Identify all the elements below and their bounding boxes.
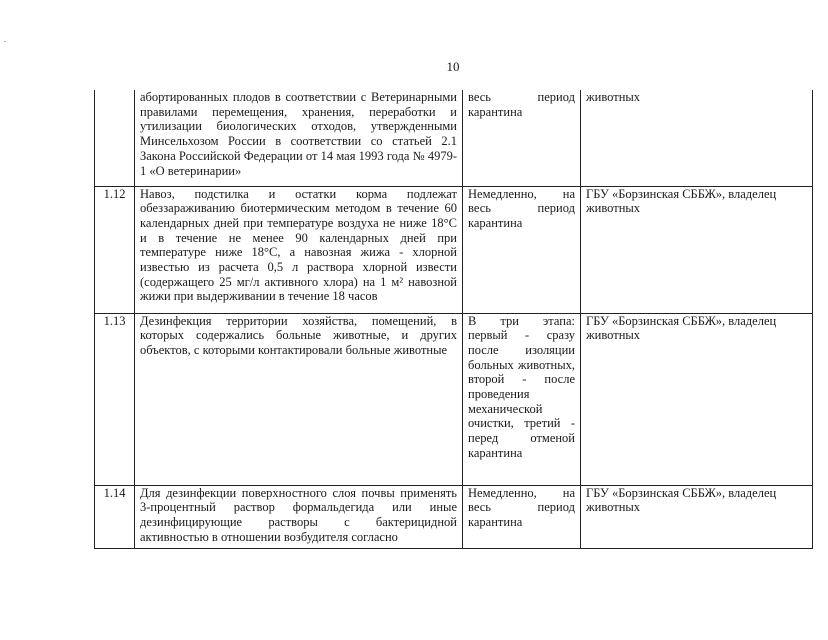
table-row — [95, 485, 813, 548]
row-number — [95, 90, 135, 186]
table-row — [95, 90, 813, 186]
term-text: Немедленно, на весь период карантина — [463, 186, 581, 313]
term-text: весь период карантина — [463, 90, 581, 186]
responsible-text: ГБУ «Борзинская СББЖ», владелец животных — [581, 313, 813, 485]
measure-text: Для дезинфекции поверхностного слоя почвы применять 3-процентный раствор формальдегида или иные дезинфицирующие растворы с бактерицидной активностью в отношении возбудителя согласно — [135, 485, 463, 548]
responsible-text: ГБУ «Борзинская СББЖ», владелец животных — [581, 186, 813, 313]
measure-text: Дезинфекция территории хозяйства, помещений, в которых содержались больные животные, и других объектов, с которыми контактировали больные животные — [135, 313, 463, 485]
measure-text: абортированных плодов в соответствии с Ветеринарными правилами перемещения, хранения, переработки и утилизации биологических отходов, утвержденными Минсельхозом России в соответствии со статьей 2.1 Закона Российской Федерации от 14 мая 1993 года № 4979-1 «О ветеринарии» — [135, 90, 463, 186]
responsible-text: животных — [581, 90, 813, 186]
term-text: В три этапа: первый - сразу после изоляции больных животных, второй - после проведения механической очистки, третий - перед отменой карантина — [463, 313, 581, 485]
corner-mark: . — [4, 35, 6, 44]
measures-table — [94, 90, 813, 549]
term-text: Немедленно, на весь период карантина — [463, 485, 581, 548]
row-number: 1.14 — [95, 485, 135, 548]
measure-text: Навоз, подстилка и остатки корма подлежат обеззараживанию биотермическим методом в течение 60 календарных дней при температуре воздуха не ниже 18°С и в течение не менее 90 календарных дней при температуре ниже 18°С, а навозная жижа - хлорной известью из расчета 0,5 л раствора хлорной извести (содержащего 25 мг/л активного хлора) на 1 м² навозной жижи при выдерживании в течение 18 часов — [135, 186, 463, 313]
responsible-text: ГБУ «Борзинская СББЖ», владелец животных — [581, 485, 813, 548]
row-number: 1.13 — [95, 313, 135, 485]
table-row — [95, 186, 813, 313]
page-number: 10 — [446, 59, 460, 74]
row-number: 1.12 — [95, 186, 135, 313]
table-row — [95, 313, 813, 485]
